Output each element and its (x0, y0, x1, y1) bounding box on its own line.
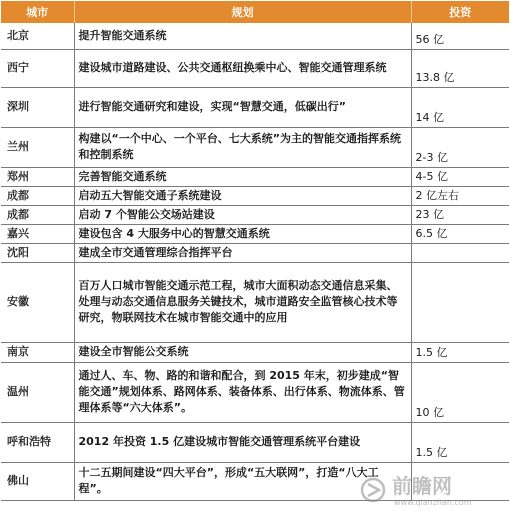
table-row (1, 342, 509, 362)
header-row (1, 1, 509, 23)
plan-cell: 建设城市道路建设、公共交通枢纽换乘中心、智能交通管理系统 (74, 49, 411, 87)
city-cell: 安徽 (1, 262, 74, 342)
header-city: 城市 (1, 1, 74, 23)
table-row (1, 186, 509, 205)
invest-cell: 13.8 亿 (411, 49, 509, 87)
plan-cell: 建设全市智能公交系统 (74, 342, 411, 362)
plan-cell: 通过人、车、物、路的和谐和配合，到 2015 年末，初步建成“智能交通”规划体系、路网体系、装备体系、出行体系、物流体系、管理体系等“六大体系”。 (74, 362, 411, 422)
invest-cell: 10 亿 (411, 362, 509, 422)
invest-cell: 6.5 亿 (411, 224, 509, 243)
invest-cell (411, 462, 509, 500)
table-row (1, 49, 509, 87)
city-cell: 成都 (1, 205, 74, 224)
table-row (1, 167, 509, 186)
watermark-brand: 前瞻网 (392, 474, 452, 498)
invest-cell: 2 亿左右 (411, 186, 509, 205)
plan-cell: 构建以“一个中心、一个平台、七大系统”为主的智能交通指挥系统和控制系统 (74, 127, 411, 167)
header-plan: 规划 (74, 1, 411, 23)
table-row (1, 243, 509, 262)
city-cell: 郑州 (1, 167, 74, 186)
plan-cell: 2012 年投资 1.5 亿建设城市智能交通管理系统平台建设 (74, 422, 411, 462)
city-cell: 深圳 (1, 87, 74, 127)
city-cell: 嘉兴 (1, 224, 74, 243)
plan-cell: 进行智能交通研究和建设，实现“智慧交通，低碳出行” (74, 87, 411, 127)
plan-cell: 启动 7 个智能公交场站建设 (74, 205, 411, 224)
city-cell: 温州 (1, 362, 74, 422)
plan-cell: 启动五大智能交通子系统建设 (74, 186, 411, 205)
city-cell: 呼和浩特 (1, 422, 74, 462)
invest-cell: 2-3 亿 (411, 127, 509, 167)
invest-cell: 14 亿 (411, 87, 509, 127)
city-cell: 北京 (1, 23, 74, 49)
table-row (1, 462, 509, 500)
plan-cell: 建成全市交通管理综合指挥平台 (74, 243, 411, 262)
table-row (1, 362, 509, 422)
city-cell: 西宁 (1, 49, 74, 87)
invest-cell: 56 亿 (411, 23, 509, 49)
city-cell: 沈阳 (1, 243, 74, 262)
table-row (1, 224, 509, 243)
table-row (1, 127, 509, 167)
investment-table (1, 1, 509, 501)
plan-cell: 建设包含 4 大服务中心的智慧交通系统 (74, 224, 411, 243)
table-row (1, 422, 509, 462)
table-row (1, 205, 509, 224)
plan-cell: 提升智能交通系统 (74, 23, 411, 49)
watermark-url: www.qianzhan.com (394, 498, 472, 507)
invest-cell (411, 262, 509, 342)
city-cell: 南京 (1, 342, 74, 362)
table-row (1, 23, 509, 49)
table-row (1, 262, 509, 342)
city-cell: 成都 (1, 186, 74, 205)
invest-cell: 1.5 亿 (411, 342, 509, 362)
plan-cell: 百万人口城市智能交通示范工程，城市大面积动态交通信息采集、处理与动态交通信息服务关键技术，城市道路安全监管核心技术等研究，物联网技术在城市智能交通中的应用 (74, 262, 411, 342)
invest-cell (411, 243, 509, 262)
city-cell: 兰州 (1, 127, 74, 167)
invest-cell: 1.5 亿 (411, 422, 509, 462)
plan-cell: 完善智能交通系统 (74, 167, 411, 186)
plan-cell: 十二五期间建设“四大平台”，形成“五大联网”，打造“八大工程”。 (74, 462, 411, 500)
city-cell: 佛山 (1, 462, 74, 500)
invest-cell: 23 亿 (411, 205, 509, 224)
header-invest: 投资 (411, 1, 509, 23)
invest-cell: 4-5 亿 (411, 167, 509, 186)
table-row (1, 87, 509, 127)
